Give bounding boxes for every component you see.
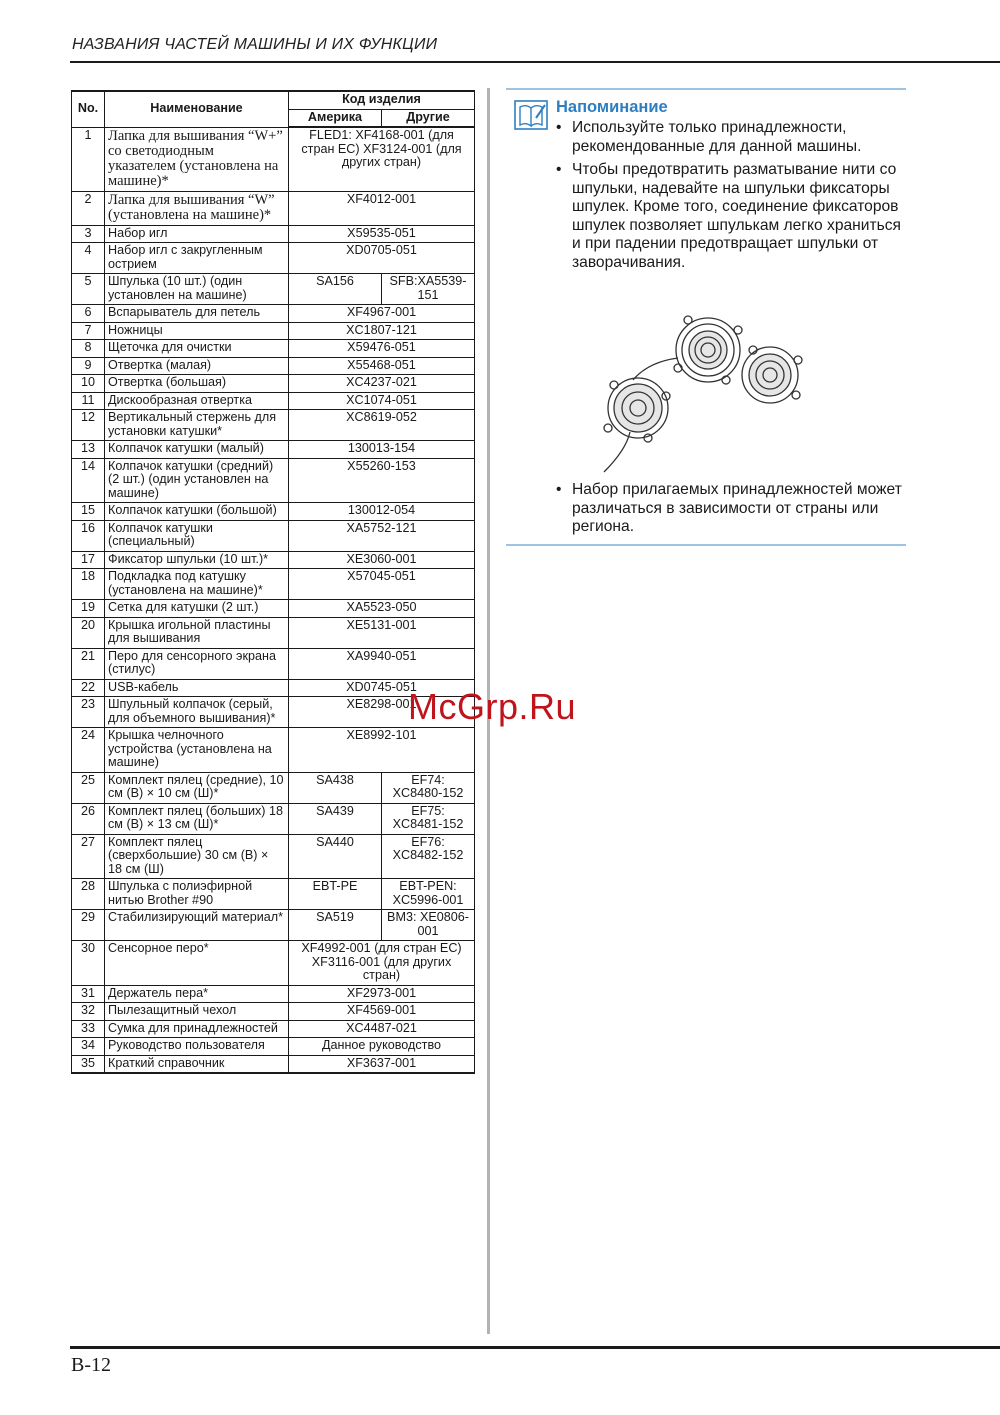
table-row [72, 503, 475, 521]
table-row [72, 728, 475, 773]
row-number: 25 [72, 772, 105, 803]
item-code: XD0745-051 [289, 679, 475, 697]
row-number: 16 [72, 520, 105, 551]
item-name: Фиксатор шпульки (10 шт.)* [105, 551, 289, 569]
item-name: Сенсорное перо* [105, 941, 289, 986]
item-code-america: SA438 [289, 772, 382, 803]
item-code-other: EF74: XC8480-152 [382, 772, 475, 803]
col-header-code: Код изделия [289, 91, 475, 109]
col-header-america: Америка [289, 109, 382, 127]
item-name: Руководство пользователя [105, 1038, 289, 1056]
row-number: 31 [72, 985, 105, 1003]
row-number: 30 [72, 941, 105, 986]
item-name: Колпачок катушки (большой) [105, 503, 289, 521]
item-name: Крышка игольной пластины для вышивания [105, 617, 289, 648]
item-name: Перо для сенсорного экрана (стилус) [105, 648, 289, 679]
item-name: Вспарыватель для петель [105, 305, 289, 323]
memo-book-icon [514, 100, 548, 130]
item-name: Колпачок катушки (малый) [105, 441, 289, 459]
row-number: 34 [72, 1038, 105, 1056]
item-code-other: SFB:XA5539-151 [382, 274, 475, 305]
item-code-other: BM3: XE0806-001 [382, 910, 475, 941]
table-body [72, 127, 475, 1073]
page-number: B-12 [71, 1354, 111, 1376]
item-code: XA9940-051 [289, 648, 475, 679]
table-row [72, 648, 475, 679]
table-row [72, 834, 475, 879]
table-row [72, 305, 475, 323]
note-bottom-rule [506, 544, 906, 546]
item-code: FLED1: XF4168-001 (для стран ЕС) XF3124-001 (для других стран) [289, 127, 475, 191]
table-row [72, 600, 475, 618]
item-code: 130012-054 [289, 503, 475, 521]
row-number: 5 [72, 274, 105, 305]
row-number: 12 [72, 410, 105, 441]
row-number: 23 [72, 697, 105, 728]
item-code: X59535-051 [289, 225, 475, 243]
table-row [72, 274, 475, 305]
item-code-america: SA519 [289, 910, 382, 941]
item-code: XE8298-001 [289, 697, 475, 728]
table-row [72, 191, 475, 225]
item-code: X55260-153 [289, 458, 475, 503]
table-row [72, 985, 475, 1003]
item-code: XC1807-121 [289, 322, 475, 340]
item-code: XA5752-121 [289, 520, 475, 551]
table-row [72, 458, 475, 503]
item-name: Щеточка для очистки [105, 340, 289, 358]
table-row [72, 225, 475, 243]
item-code: X55468-051 [289, 357, 475, 375]
table-row [72, 551, 475, 569]
item-code-other: EF76: XC8482-152 [382, 834, 475, 879]
col-header-no: No. [72, 91, 105, 127]
item-code-america: SA156 [289, 274, 382, 305]
row-number: 24 [72, 728, 105, 773]
item-name: Комплект пялец (сверхбольшие) 30 см (В) × 18 см (Ш) [105, 834, 289, 879]
row-number: 3 [72, 225, 105, 243]
item-name: Дискообразная отвертка [105, 392, 289, 410]
row-number: 14 [72, 458, 105, 503]
table-row [72, 1038, 475, 1056]
table-row [72, 357, 475, 375]
item-name: Отвертка (большая) [105, 375, 289, 393]
item-name: Сетка для катушки (2 шт.) [105, 600, 289, 618]
note-top-rule [506, 88, 906, 90]
item-name: Лапка для вышивания “W+” со светодиодным указателем (установлена на машине)* [105, 127, 289, 191]
row-number: 8 [72, 340, 105, 358]
item-code: XC8619-052 [289, 410, 475, 441]
item-code: Данное руководство [289, 1038, 475, 1056]
row-number: 27 [72, 834, 105, 879]
note-list-after [556, 481, 906, 537]
item-name: Колпачок катушки (средний) (2 шт.) (один установлен на машине) [105, 458, 289, 503]
row-number: 32 [72, 1003, 105, 1021]
item-code: 130013-154 [289, 441, 475, 459]
item-name: Сумка для принадлежностей [105, 1020, 289, 1038]
item-code: XE5131-001 [289, 617, 475, 648]
item-code: XC4487-021 [289, 1020, 475, 1038]
item-code: XF2973-001 [289, 985, 475, 1003]
table-row [72, 1003, 475, 1021]
row-number: 2 [72, 191, 105, 225]
item-name: Держатель пера* [105, 985, 289, 1003]
item-code: XF4569-001 [289, 1003, 475, 1021]
col-header-name: Наименование [105, 91, 289, 127]
row-number: 28 [72, 879, 105, 910]
item-name: Отвертка (малая) [105, 357, 289, 375]
row-number: 15 [72, 503, 105, 521]
item-code: XC4237-021 [289, 375, 475, 393]
item-name: Вертикальный стержень для установки катушки* [105, 410, 289, 441]
table-row [72, 243, 475, 274]
note-title: Напоминание [556, 98, 668, 116]
item-code: XD0705-051 [289, 243, 475, 274]
item-name: Шпульный колпачок (серый, для объемного вышивания)* [105, 697, 289, 728]
item-name: Ножницы [105, 322, 289, 340]
item-name: Пылезащитный чехол [105, 1003, 289, 1021]
col-header-other: Другие [382, 109, 475, 127]
item-code: XE8992-101 [289, 728, 475, 773]
table-row [72, 569, 475, 600]
item-name: Краткий справочник [105, 1055, 289, 1073]
table-row [72, 617, 475, 648]
table-row [72, 392, 475, 410]
row-number: 21 [72, 648, 105, 679]
row-number: 9 [72, 357, 105, 375]
item-name: Крышка челночного устройства (установлена на машине) [105, 728, 289, 773]
item-name: Набор игл [105, 225, 289, 243]
row-number: 6 [72, 305, 105, 323]
table-row [72, 1020, 475, 1038]
item-name: USB-кабель [105, 679, 289, 697]
row-number: 17 [72, 551, 105, 569]
row-number: 33 [72, 1020, 105, 1038]
item-code: X59476-051 [289, 340, 475, 358]
item-name: Лапка для вышивания “W” (установлена на машине)* [105, 191, 289, 225]
item-name: Подкладка под катушку (установлена на машине)* [105, 569, 289, 600]
table-row [72, 941, 475, 986]
table-row [72, 879, 475, 910]
item-name: Шпулька (10 шт.) (один установлен на машине) [105, 274, 289, 305]
item-code: X57045-051 [289, 569, 475, 600]
accessories-table [71, 90, 475, 1074]
item-name: Набор игл с закругленным острием [105, 243, 289, 274]
item-code: XA5523-050 [289, 600, 475, 618]
row-number: 1 [72, 127, 105, 191]
row-number: 4 [72, 243, 105, 274]
row-number: 19 [72, 600, 105, 618]
note-list [556, 119, 906, 277]
row-number: 35 [72, 1055, 105, 1073]
item-code: XC1074-051 [289, 392, 475, 410]
item-code-america: SA439 [289, 803, 382, 834]
item-code: XF4967-001 [289, 305, 475, 323]
item-code-america: EBT-PE [289, 879, 382, 910]
row-number: 7 [72, 322, 105, 340]
table-row [72, 1055, 475, 1073]
table-row [72, 375, 475, 393]
table-row [72, 441, 475, 459]
page-header-title: НАЗВАНИЯ ЧАСТЕЙ МАШИНЫ И ИХ ФУНКЦИИ [72, 36, 438, 53]
table-row [72, 322, 475, 340]
watermark: McGrp.Ru [408, 686, 577, 727]
item-name: Комплект пялец (средние), 10 см (В) × 10 см (Ш)* [105, 772, 289, 803]
row-number: 18 [72, 569, 105, 600]
item-name: Комплект пялец (больших) 18 см (В) × 13 см (Ш)* [105, 803, 289, 834]
item-code-america: SA440 [289, 834, 382, 879]
item-code: XE3060-001 [289, 551, 475, 569]
item-code: XF4992-001 (для стран ЕС) XF3116-001 (для других стран) [289, 941, 475, 986]
bobbin-clips-illustration [578, 300, 818, 480]
table-row [72, 410, 475, 441]
table-row [72, 520, 475, 551]
note-item: • Набор прилагаемых принадлежностей может различаться в зависимости от страны или региона. [556, 481, 906, 537]
table-row [72, 340, 475, 358]
table-row [72, 772, 475, 803]
header-rule [70, 61, 1000, 63]
item-code-other: EF75: XC8481-152 [382, 803, 475, 834]
row-number: 20 [72, 617, 105, 648]
table-row [72, 910, 475, 941]
footer-rule [70, 1346, 1000, 1349]
table-row [72, 127, 475, 191]
item-name: Колпачок катушки (специальный) [105, 520, 289, 551]
row-number: 10 [72, 375, 105, 393]
item-code: XF4012-001 [289, 191, 475, 225]
table-row [72, 803, 475, 834]
note-item: • Чтобы предотвратить разматывание нити со шпульки, надевайте на шпульки фиксаторы шпулек. Кроме того, соединение фиксаторов шпулек позволяет шпулькам легко храниться и при падении предотвращает шпульки от заворачивания. [556, 161, 906, 272]
row-number: 29 [72, 910, 105, 941]
item-name: Стабилизирующий материал* [105, 910, 289, 941]
item-name: Шпулька с полиэфирной нитью Brother #90 [105, 879, 289, 910]
row-number: 26 [72, 803, 105, 834]
row-number: 22 [72, 679, 105, 697]
note-item: • Используйте только принадлежности, рекомендованные для данной машины. [556, 119, 906, 156]
item-code: XF3637-001 [289, 1055, 475, 1073]
item-code-other: EBT-PEN: XC5996-001 [382, 879, 475, 910]
row-number: 13 [72, 441, 105, 459]
row-number: 11 [72, 392, 105, 410]
